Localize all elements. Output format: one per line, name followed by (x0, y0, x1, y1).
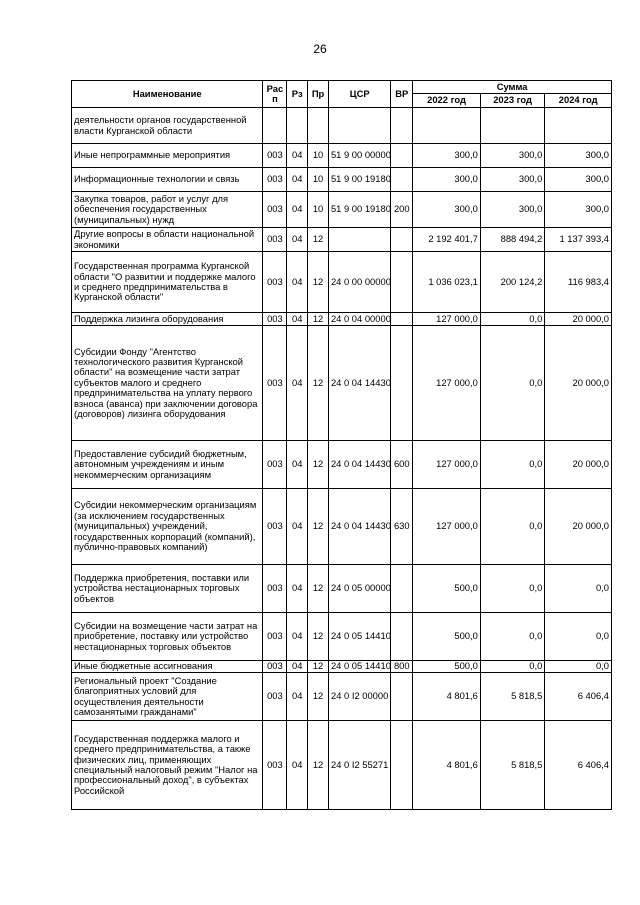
row-sum-2023: 0,0 (480, 326, 545, 441)
table-body (72, 108, 612, 810)
row-rasp: 003 (263, 721, 287, 810)
row-vr (391, 613, 413, 661)
row-csr: 24 0 04 00000 (328, 313, 390, 326)
row-rasp: 003 (263, 661, 287, 673)
row-name: Другие вопросы в области национальной экономики (72, 228, 263, 252)
row-vr (391, 326, 413, 441)
header-name: Наименование (72, 81, 263, 108)
row-sum-2023: 0,0 (480, 441, 545, 489)
row-rasp: 003 (263, 192, 287, 228)
row-rasp: 003 (263, 168, 287, 192)
row-sum-2024: 0,0 (545, 565, 612, 613)
row-rasp: 003 (263, 313, 287, 326)
row-sum-2022: 500,0 (413, 661, 481, 673)
header-rasp: Рас п (263, 81, 287, 108)
row-sum-2023: 888 494,2 (480, 228, 545, 252)
row-csr: 24 0 04 14430 (328, 326, 390, 441)
row-vr (391, 673, 413, 721)
row-sum-2024: 300,0 (545, 144, 612, 168)
row-rasp: 003 (263, 228, 287, 252)
table-row (72, 673, 612, 721)
row-sum-2023: 0,0 (480, 489, 545, 565)
row-rasp: 003 (263, 252, 287, 313)
table-row (72, 489, 612, 565)
row-sum-2022 (413, 108, 481, 144)
header-vr: ВР (391, 81, 413, 108)
row-rz: 04 (287, 613, 308, 661)
row-sum-2022: 300,0 (413, 192, 481, 228)
row-pr: 12 (308, 228, 329, 252)
row-sum-2023: 0,0 (480, 613, 545, 661)
row-sum-2024 (545, 108, 612, 144)
row-csr: 24 0 05 14410 (328, 613, 390, 661)
row-vr: 800 (391, 661, 413, 673)
table-row (72, 313, 612, 326)
row-pr: 12 (308, 313, 329, 326)
table-row (72, 252, 612, 313)
row-csr: 24 0 05 14410 (328, 661, 390, 673)
table-row (72, 144, 612, 168)
row-vr (391, 228, 413, 252)
row-sum-2022: 1 036 023,1 (413, 252, 481, 313)
row-rz: 04 (287, 441, 308, 489)
row-pr: 10 (308, 168, 329, 192)
row-sum-2022: 4 801,6 (413, 673, 481, 721)
row-csr: 24 0 05 00000 (328, 565, 390, 613)
row-csr (328, 108, 390, 144)
row-csr (328, 228, 390, 252)
table-row (72, 441, 612, 489)
row-sum-2024: 6 406,4 (545, 673, 612, 721)
row-pr: 12 (308, 673, 329, 721)
row-sum-2023: 300,0 (480, 168, 545, 192)
row-rz: 04 (287, 565, 308, 613)
row-csr: 51 9 00 19180 (328, 168, 390, 192)
row-sum-2023: 0,0 (480, 313, 545, 326)
row-sum-2023: 5 818,5 (480, 673, 545, 721)
row-vr (391, 313, 413, 326)
row-name: Региональный проект "Создание благоприятных условий для осуществления деятельности самозанятыми гражданами" (72, 673, 263, 721)
row-pr: 12 (308, 252, 329, 313)
row-sum-2023 (480, 108, 545, 144)
row-sum-2023: 5 818,5 (480, 721, 545, 810)
row-sum-2022: 127 000,0 (413, 326, 481, 441)
row-name: Иные бюджетные ассигнования (72, 661, 263, 673)
row-sum-2024: 300,0 (545, 192, 612, 228)
row-name: Поддержка лизинга оборудования (72, 313, 263, 326)
table-row (72, 721, 612, 810)
row-name: Поддержка приобретения, поставки или устройства нестационарных торговых объектов (72, 565, 263, 613)
header-rz: Рз (287, 81, 308, 108)
row-sum-2022: 127 000,0 (413, 489, 481, 565)
row-vr (391, 565, 413, 613)
row-sum-2023: 0,0 (480, 661, 545, 673)
row-rz: 04 (287, 144, 308, 168)
row-csr: 24 0 I2 00000 (328, 673, 390, 721)
row-sum-2023: 300,0 (480, 144, 545, 168)
header-pr: Пр (308, 81, 329, 108)
row-rasp (263, 108, 287, 144)
row-rz: 04 (287, 192, 308, 228)
table-row (72, 661, 612, 673)
row-csr: 51 9 00 19180 (328, 192, 390, 228)
row-pr: 12 (308, 441, 329, 489)
header-year-2024: 2024 год (545, 94, 612, 108)
row-rz: 04 (287, 252, 308, 313)
row-vr: 600 (391, 441, 413, 489)
row-sum-2022: 300,0 (413, 168, 481, 192)
row-pr: 12 (308, 721, 329, 810)
row-vr: 630 (391, 489, 413, 565)
row-sum-2022: 500,0 (413, 613, 481, 661)
row-sum-2022: 4 801,6 (413, 721, 481, 810)
header-year-2023: 2023 год (480, 94, 545, 108)
row-pr: 12 (308, 326, 329, 441)
row-csr: 24 0 04 14430 (328, 489, 390, 565)
row-rz (287, 108, 308, 144)
table-row (72, 192, 612, 228)
row-rz: 04 (287, 168, 308, 192)
row-rasp: 003 (263, 489, 287, 565)
row-name: деятельности органов государственной власти Курганской области (72, 108, 263, 144)
row-name: Предоставление субсидий бюджетным, автономным учреждениям и иным некоммерческим организациям (72, 441, 263, 489)
row-vr (391, 168, 413, 192)
row-csr: 24 0 00 00000 (328, 252, 390, 313)
row-sum-2023: 0,0 (480, 565, 545, 613)
row-rz: 04 (287, 313, 308, 326)
row-sum-2024: 300,0 (545, 168, 612, 192)
row-pr: 12 (308, 489, 329, 565)
row-sum-2023: 300,0 (480, 192, 545, 228)
row-sum-2023: 200 124,2 (480, 252, 545, 313)
row-sum-2022: 2 192 401,7 (413, 228, 481, 252)
row-sum-2024: 116 983,4 (545, 252, 612, 313)
row-sum-2024: 20 000,0 (545, 489, 612, 565)
table-row (72, 108, 612, 144)
header-year-2022: 2022 год (413, 94, 481, 108)
row-rasp: 003 (263, 613, 287, 661)
row-rz: 04 (287, 661, 308, 673)
row-rasp: 003 (263, 565, 287, 613)
row-vr (391, 252, 413, 313)
row-vr (391, 108, 413, 144)
budget-table (71, 80, 612, 810)
row-rz: 04 (287, 326, 308, 441)
row-sum-2024: 20 000,0 (545, 313, 612, 326)
row-sum-2022: 300,0 (413, 144, 481, 168)
row-sum-2024: 0,0 (545, 613, 612, 661)
row-pr: 10 (308, 192, 329, 228)
header-sum: Сумма (413, 81, 612, 94)
row-sum-2024: 20 000,0 (545, 326, 612, 441)
row-rasp: 003 (263, 673, 287, 721)
row-pr: 12 (308, 613, 329, 661)
row-sum-2024: 20 000,0 (545, 441, 612, 489)
row-name: Государственная программа Курганской области "О развитии и поддержке малого и среднего предпринимательства в Курганской области" (72, 252, 263, 313)
row-name: Информационные технологии и связь (72, 168, 263, 192)
row-name: Субсидии Фонду "Агентство технологического развития Курганской области" на возмещение части затрат субъектов малого и среднего предпринимательства на уплату первого взноса (аванса) при заключении договора (договоров) лизинга оборудования (72, 326, 263, 441)
row-pr: 12 (308, 565, 329, 613)
row-rz: 04 (287, 228, 308, 252)
row-rz: 04 (287, 721, 308, 810)
row-name: Субсидии некоммерческим организациям (за исключением государственных (муниципальных) учреждений, государственных корпораций (компаний), публично-правовых компаний) (72, 489, 263, 565)
row-csr: 24 0 04 14430 (328, 441, 390, 489)
row-rasp: 003 (263, 144, 287, 168)
table-row (72, 228, 612, 252)
row-csr: 24 0 I2 55271 (328, 721, 390, 810)
header-csr: ЦСР (328, 81, 390, 108)
row-name: Иные непрограммные мероприятия (72, 144, 263, 168)
row-rasp: 003 (263, 326, 287, 441)
row-vr: 200 (391, 192, 413, 228)
row-sum-2024: 0,0 (545, 661, 612, 673)
row-name: Закупка товаров, работ и услуг для обеспечения государственных (муниципальных) нужд (72, 192, 263, 228)
row-rasp: 003 (263, 441, 287, 489)
row-name: Государственная поддержка малого и среднего предпринимательства, а также физических лиц, применяющих специальный налоговый режим "Налог на профессиональный доход", в субъектах Российской (72, 721, 263, 810)
page-number: 26 (313, 42, 327, 56)
row-rz: 04 (287, 673, 308, 721)
row-sum-2022: 127 000,0 (413, 441, 481, 489)
table-row (72, 168, 612, 192)
row-pr: 12 (308, 661, 329, 673)
table-row (72, 326, 612, 441)
row-sum-2022: 500,0 (413, 565, 481, 613)
table-row (72, 565, 612, 613)
row-rz: 04 (287, 489, 308, 565)
row-sum-2022: 127 000,0 (413, 313, 481, 326)
row-csr: 51 9 00 00000 (328, 144, 390, 168)
row-sum-2024: 6 406,4 (545, 721, 612, 810)
row-sum-2024: 1 137 393,4 (545, 228, 612, 252)
row-pr: 10 (308, 144, 329, 168)
table-row (72, 613, 612, 661)
row-name: Субсидии на возмещение части затрат на приобретение, поставку или устройство нестационарных торговых объектов (72, 613, 263, 661)
row-vr (391, 721, 413, 810)
row-vr (391, 144, 413, 168)
row-pr (308, 108, 329, 144)
